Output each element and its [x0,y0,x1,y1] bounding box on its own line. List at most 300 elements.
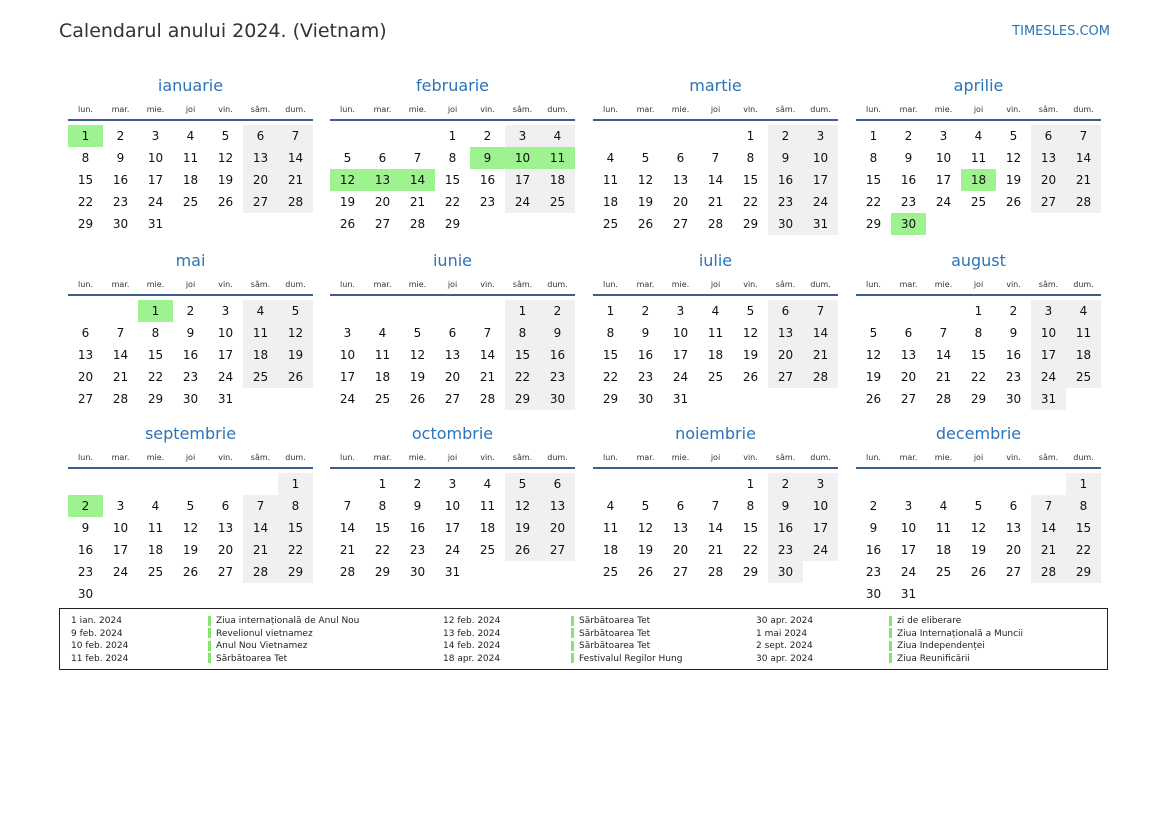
month-title: august [951,251,1006,270]
day-cell: 26 [278,366,313,388]
weekday-label: sâm. [775,105,796,114]
day-cell: 2 [1009,304,1018,318]
day-cell: 14 [707,521,724,535]
day-cell: 30 [409,565,426,579]
weekday-label: mie. [146,105,165,114]
month-title: septembrie [144,424,237,443]
day-cell: 22 [865,195,882,209]
day-cell: 24 [803,191,838,213]
day-grid [330,300,575,410]
day-cell: 18 [374,370,391,384]
holiday-day-cell: 18 [961,169,996,191]
day-cell: 27 [217,565,234,579]
day-cell: 13 [900,348,917,362]
weekday-label: mie. [408,280,427,289]
header-rule [68,119,313,121]
day-cell: 14 [803,322,838,344]
day-cell: 2 [483,129,492,143]
day-cell: 1 [505,300,540,322]
weekday-label: sâm. [1038,280,1059,289]
holiday-date: 18 apr. 2024 [443,653,501,664]
weekday-label: mie. [671,280,690,289]
day-cell: 4 [151,499,160,513]
day-cell: 8 [1066,495,1101,517]
day-cell: 29 [742,565,759,579]
holiday-name: Festivalul Regilor Hung [579,653,683,664]
day-cell: 10 [803,147,838,169]
day-cell: 8 [278,495,313,517]
day-cell: 28 [803,366,838,388]
holiday-date: 9 feb. 2024 [71,628,123,639]
holiday-date: 14 feb. 2024 [443,641,501,652]
day-cell: 4 [711,304,720,318]
day-cell: 30 [768,213,803,235]
day-cell: 17 [803,169,838,191]
day-cell: 25 [602,565,619,579]
holiday-day-cell: 14 [400,169,435,191]
day-cell: 3 [221,304,230,318]
day-cell: 30 [540,388,575,410]
day-cell: 24 [505,191,540,213]
empty-cell [68,300,103,322]
day-cell: 22 [505,366,540,388]
day-cell: 4 [378,326,387,340]
day-grid [593,473,838,583]
day-cell: 12 [1005,151,1022,165]
holiday-entry [208,640,359,653]
day-cell: 25 [707,370,724,384]
weekday-label: joi [185,453,196,462]
day-cell: 4 [186,129,195,143]
day-cell: 13 [768,322,803,344]
day-cell: 4 [540,125,575,147]
day-cell: 18 [602,543,619,557]
weekday-label: mar. [373,105,392,114]
holiday-date: 11 feb. 2024 [71,653,129,664]
day-cell: 26 [1005,195,1022,209]
weekday-label: mie. [146,280,165,289]
weekday-label: joi [973,105,984,114]
weekday-label: lun. [78,280,93,289]
day-cell: 14 [1066,147,1101,169]
weekday-label: mie. [408,105,427,114]
day-cell: 7 [1066,125,1101,147]
header-rule [593,119,838,121]
day-cell: 24 [935,195,952,209]
day-cell: 9 [81,521,90,535]
day-cell: 7 [711,151,720,165]
day-cell: 24 [803,539,838,561]
weekday-label: lun. [78,453,93,462]
day-cell: 24 [147,195,164,209]
weekday-label: sâm. [1038,453,1059,462]
header-rule [856,294,1101,296]
weekday-label: mar. [636,280,655,289]
day-cell: 15 [602,348,619,362]
day-cell: 26 [409,392,426,406]
weekday-label: mar. [899,453,918,462]
holiday-day-cell: 1 [138,300,173,322]
day-cell: 8 [151,326,160,340]
day-cell: 13 [672,173,689,187]
day-cell: 3 [803,125,838,147]
empty-cell [698,473,733,495]
day-cell: 1 [606,304,615,318]
day-cell: 15 [374,521,391,535]
day-cell: 16 [637,348,654,362]
holiday-entry [889,615,1023,628]
day-cell: 2 [540,300,575,322]
day-cell: 20 [1031,169,1066,191]
day-cell: 1 [746,129,755,143]
day-cell: 8 [746,499,755,513]
day-cell: 25 [182,195,199,209]
day-cell: 7 [483,326,492,340]
day-cell: 5 [974,499,983,513]
day-cell: 8 [746,151,755,165]
day-cell: 11 [1066,322,1101,344]
weekday-header [68,275,313,294]
weekday-label: sâm. [775,453,796,462]
day-cell: 12 [409,348,426,362]
day-cell: 26 [742,370,759,384]
page-title: Calendarul anului 2024. (Vietnam) [59,20,387,42]
holiday-list [59,608,1108,670]
weekday-label: lun. [340,453,355,462]
day-cell: 1 [746,477,755,491]
day-cell: 27 [444,392,461,406]
weekday-label: lun. [340,280,355,289]
day-grid [330,473,575,583]
weekday-label: joi [710,280,721,289]
day-cell: 25 [147,565,164,579]
weekday-label: mar. [111,280,130,289]
day-cell: 8 [378,499,387,513]
header-rule [330,294,575,296]
month-title: aprilie [953,76,1004,95]
day-cell: 27 [672,565,689,579]
day-cell: 30 [182,392,199,406]
day-cell: 20 [243,169,278,191]
day-cell: 5 [413,326,422,340]
weekday-label: dum. [1073,280,1094,289]
day-cell: 5 [641,499,650,513]
day-cell: 28 [1066,191,1101,213]
day-cell: 30 [1005,392,1022,406]
day-cell: 30 [865,587,882,601]
weekday-label: vin. [218,453,233,462]
day-cell: 11 [374,348,391,362]
day-cell: 5 [641,151,650,165]
day-cell: 3 [343,326,352,340]
day-cell: 23 [865,565,882,579]
month-title: ianuarie [157,76,224,95]
day-cell: 6 [540,473,575,495]
day-cell: 23 [900,195,917,209]
holiday-name: Sărbătoarea Tet [579,616,651,626]
month-februarie [330,72,575,235]
day-cell: 17 [672,348,689,362]
day-cell: 11 [182,151,199,165]
day-cell: 12 [182,521,199,535]
empty-cell [400,125,435,147]
month-noiembrie [593,420,838,583]
day-cell: 21 [707,195,724,209]
day-grid [856,300,1101,410]
day-grid [330,125,575,235]
day-cell: 15 [147,348,164,362]
holiday-marker [571,641,574,651]
day-cell: 9 [904,151,913,165]
weekday-label: dum. [547,280,568,289]
day-cell: 9 [413,499,422,513]
day-cell: 9 [641,326,650,340]
holiday-name: Sărbătoarea Tet [579,641,651,652]
day-cell: 25 [970,195,987,209]
day-cell: 6 [81,326,90,340]
day-cell: 10 [217,326,234,340]
day-cell: 9 [768,495,803,517]
month-ianuarie [68,72,313,235]
weekday-label: joi [447,453,458,462]
day-cell: 20 [768,344,803,366]
day-cell: 15 [1066,517,1101,539]
day-cell: 29 [742,217,759,231]
holiday-marker [571,653,574,663]
site-link[interactable]: TIMESLES.COM [1012,24,1110,39]
day-cell: 10 [112,521,129,535]
day-cell: 10 [803,495,838,517]
day-cell: 21 [112,370,129,384]
day-cell: 25 [540,191,575,213]
day-cell: 16 [182,348,199,362]
day-cell: 25 [935,565,952,579]
weekday-label: dum. [810,105,831,114]
month-title: noiembrie [675,424,756,443]
holiday-marker [889,628,892,638]
holiday-day-cell: 13 [365,169,400,191]
day-cell: 19 [182,543,199,557]
weekday-label: mie. [671,453,690,462]
day-cell: 5 [221,129,230,143]
day-cell: 3 [1031,300,1066,322]
day-cell: 24 [900,565,917,579]
day-cell: 20 [540,517,575,539]
weekday-label: mar. [636,105,655,114]
holiday-day-cell: 11 [540,147,575,169]
day-cell: 1 [869,129,878,143]
day-cell: 21 [935,370,952,384]
day-cell: 3 [904,499,913,513]
empty-cell [926,473,961,495]
day-cell: 1 [448,129,457,143]
weekday-label: mie. [408,453,427,462]
day-cell: 5 [1009,129,1018,143]
day-cell: 3 [803,473,838,495]
day-cell: 18 [707,348,724,362]
day-cell: 21 [479,370,496,384]
day-grid [593,300,838,410]
holiday-date: 2 sept. 2024 [756,641,813,652]
day-cell: 7 [278,125,313,147]
day-cell: 4 [1066,300,1101,322]
day-cell: 7 [413,151,422,165]
day-cell: 21 [243,539,278,561]
day-cell: 18 [1066,344,1101,366]
day-cell: 17 [112,543,129,557]
day-cell: 12 [865,348,882,362]
day-cell: 11 [602,173,619,187]
day-cell: 22 [444,195,461,209]
weekday-label: mar. [899,105,918,114]
weekday-label: sâm. [512,453,533,462]
day-cell: 27 [374,217,391,231]
day-cell: 22 [602,370,619,384]
day-cell: 11 [479,499,496,513]
month-mai [68,247,313,410]
day-cell: 16 [865,543,882,557]
holiday-entry [889,640,1023,653]
weekday-label: mie. [934,453,953,462]
weekday-label: lun. [603,105,618,114]
month-septembrie [68,420,313,605]
weekday-label: sâm. [512,280,533,289]
header-rule [856,467,1101,469]
weekday-label: sâm. [250,105,271,114]
day-grid [68,473,313,605]
weekday-label: mie. [934,105,953,114]
header-rule [593,294,838,296]
day-cell: 23 [112,195,129,209]
day-cell: 6 [448,326,457,340]
holiday-name: zi de eliberare [897,616,962,626]
header-rule [68,467,313,469]
weekday-label: vin. [480,105,495,114]
day-cell: 27 [672,217,689,231]
day-cell: 28 [278,191,313,213]
weekday-label: vin. [743,280,758,289]
weekday-header [856,100,1101,119]
day-cell: 25 [479,543,496,557]
weekday-label: vin. [743,453,758,462]
holiday-entry [208,615,359,628]
weekday-label: mar. [373,453,392,462]
day-cell: 12 [278,322,313,344]
day-cell: 7 [343,499,352,513]
holiday-day-cell: 2 [68,495,103,517]
day-cell: 30 [768,561,803,583]
day-cell: 8 [505,322,540,344]
day-cell: 2 [768,473,803,495]
weekday-label: dum. [547,105,568,114]
day-cell: 13 [540,495,575,517]
day-cell: 3 [505,125,540,147]
empty-cell [663,125,698,147]
holiday-date: 13 feb. 2024 [443,628,501,639]
day-cell: 2 [768,125,803,147]
empty-cell [856,300,891,322]
day-cell: 4 [939,499,948,513]
empty-cell [926,300,961,322]
day-cell: 11 [243,322,278,344]
day-cell: 30 [77,587,94,601]
month-title: iulie [698,251,733,270]
weekday-label: lun. [866,280,881,289]
holiday-name: Ziua Internațională a Muncii [897,628,1024,639]
day-cell: 5 [746,304,755,318]
weekday-label: lun. [603,453,618,462]
month-martie [593,72,838,235]
day-grid [68,300,313,410]
empty-cell [138,473,173,495]
empty-cell [628,473,663,495]
day-cell: 6 [1031,125,1066,147]
day-cell: 27 [1005,565,1022,579]
day-cell: 2 [413,477,422,491]
day-cell: 20 [900,370,917,384]
day-cell: 22 [742,543,759,557]
day-cell: 8 [869,151,878,165]
empty-cell [1031,473,1066,495]
weekday-header [856,275,1101,294]
weekday-header [330,100,575,119]
day-cell: 2 [869,499,878,513]
day-cell: 9 [186,326,195,340]
day-cell: 14 [339,521,356,535]
day-cell: 28 [935,392,952,406]
day-cell: 19 [278,344,313,366]
day-cell: 9 [768,147,803,169]
day-cell: 11 [935,521,952,535]
day-cell: 22 [374,543,391,557]
day-cell: 12 [505,495,540,517]
day-cell: 14 [479,348,496,362]
day-cell: 14 [112,348,129,362]
day-cell: 20 [672,543,689,557]
header-rule [330,467,575,469]
month-title: octombrie [411,424,494,443]
day-cell: 19 [637,195,654,209]
day-cell: 20 [1005,543,1022,557]
day-cell: 15 [444,173,461,187]
day-cell: 2 [904,129,913,143]
day-cell: 10 [147,151,164,165]
day-cell: 13 [243,147,278,169]
holiday-name: Ziua Reunificării [897,653,970,664]
holiday-name: Revelionul vietnamez [216,628,313,639]
holiday-entry [889,628,1023,641]
weekday-label: dum. [810,453,831,462]
day-cell: 28 [112,392,129,406]
holiday-date-column [443,615,500,665]
day-cell: 7 [243,495,278,517]
empty-cell [593,125,628,147]
day-cell: 13 [444,348,461,362]
day-cell: 27 [768,366,803,388]
weekday-label: lun. [603,280,618,289]
holiday-entry [571,615,682,628]
day-cell: 19 [865,370,882,384]
day-cell: 21 [339,543,356,557]
day-cell: 28 [707,217,724,231]
empty-cell [628,125,663,147]
empty-cell [961,473,996,495]
day-cell: 20 [217,543,234,557]
weekday-label: dum. [1073,105,1094,114]
day-cell: 22 [278,539,313,561]
day-cell: 9 [540,322,575,344]
day-cell: 27 [540,539,575,561]
